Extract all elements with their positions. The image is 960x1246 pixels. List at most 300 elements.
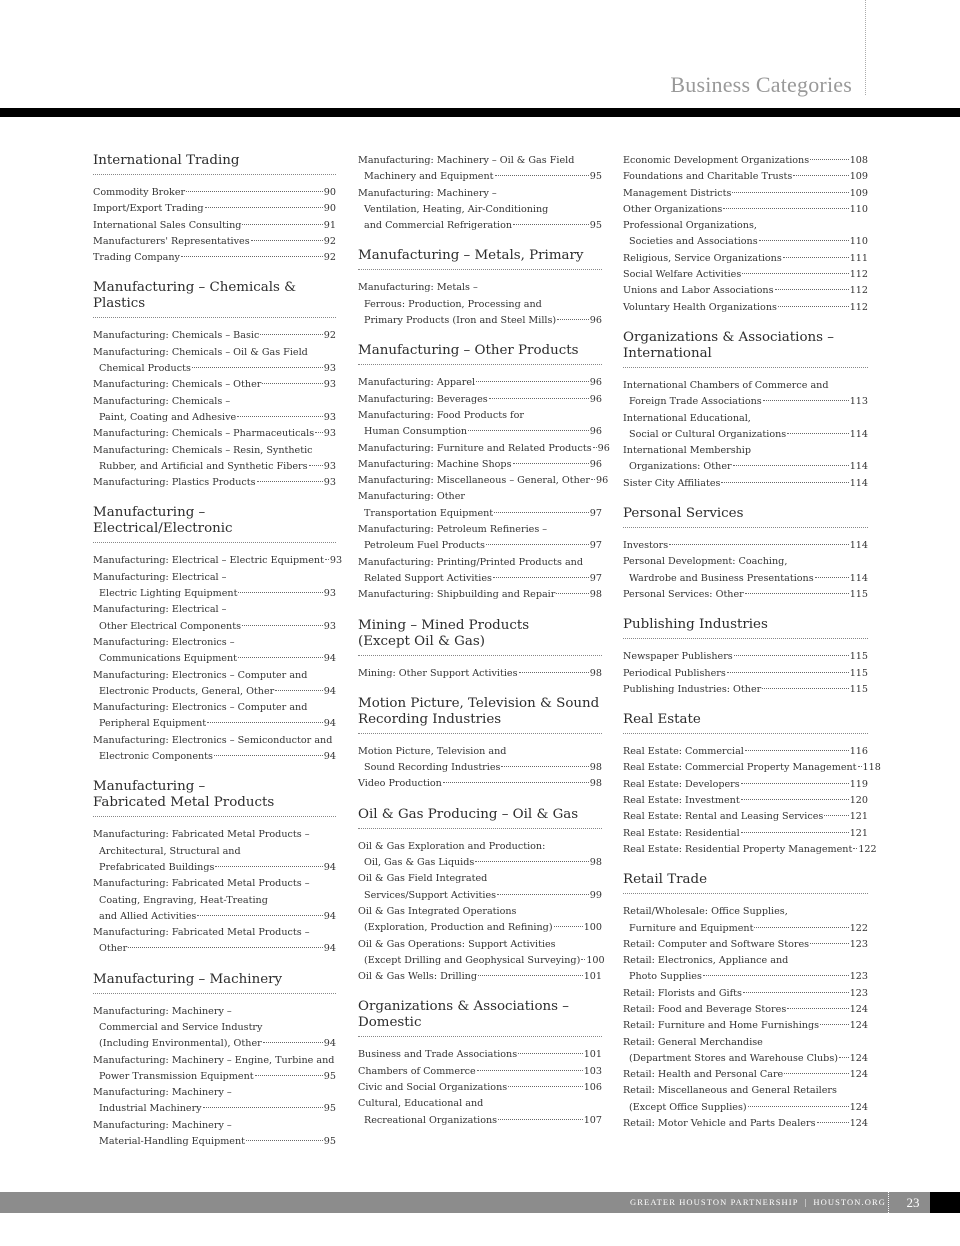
index-entry[interactable] [358, 1047, 602, 1063]
entry-text: Periodical Publishers [623, 667, 726, 679]
index-entry[interactable] [93, 602, 336, 635]
index-entry[interactable] [623, 649, 868, 665]
entry-text: Oil & Gas Wells: Drilling [358, 971, 477, 983]
index-entry[interactable] [93, 553, 343, 569]
section-heading: Publishing Industries [623, 617, 868, 639]
entry-text: Manufacturing: Machine Shops [358, 458, 512, 470]
entry-text: Manufacturing: Machinery – [358, 187, 497, 199]
index-entry[interactable] [93, 394, 336, 427]
entry-page-number: 112 [849, 301, 868, 313]
entry-text: Retail/Wholesale: Office Supplies, [623, 906, 788, 918]
entry-text: Retail: Health and Personal Care [623, 1069, 784, 1081]
entry-text: International Educational, [623, 412, 751, 424]
entry-line [93, 394, 336, 410]
entry-line [358, 202, 602, 218]
entry-line [358, 776, 602, 792]
index-entry[interactable] [358, 441, 610, 457]
entry-text: Personal Services: Other [623, 588, 744, 600]
entry-text: Manufacturing: Fabricated Metal Products – [93, 829, 310, 841]
entry-text: Material-Handling Equipment [99, 1136, 246, 1148]
entry-line [623, 937, 868, 953]
dot-leader [214, 755, 323, 756]
entry-line [93, 684, 336, 700]
index-entry[interactable] [623, 202, 868, 218]
entry-page-number: 96 [597, 442, 610, 454]
dot-leader [493, 577, 589, 578]
entry-text: Related Support Activities [364, 572, 492, 584]
entry-text: Photo Supplies [629, 971, 702, 983]
entry-text: Management Districts [623, 187, 732, 199]
index-entry[interactable] [623, 744, 868, 760]
entry-page-number: 100 [586, 954, 605, 966]
entry-text: (Except Office Supplies) [629, 1101, 747, 1113]
entry-text: Machinery and Equipment [364, 171, 494, 183]
dot-leader [476, 381, 589, 382]
index-entry[interactable] [358, 1080, 602, 1096]
index-entry[interactable] [93, 250, 336, 266]
section-heading: Oil & Gas Producing – Oil & Gas [358, 807, 602, 829]
entry-text: Peripheral Equipment [99, 718, 207, 730]
entry-text: Manufacturing: Furniture and Related Products [358, 442, 592, 454]
index-entry[interactable] [623, 666, 868, 682]
index-entry[interactable] [93, 475, 336, 491]
entry-page-number: 114 [849, 428, 868, 440]
index-entry[interactable] [93, 1004, 336, 1053]
entry-line [623, 186, 868, 202]
dot-leader [197, 915, 322, 916]
entry-page-number: 94 [323, 685, 336, 697]
entry-line [358, 297, 602, 313]
entry-line [93, 459, 336, 475]
entry-line [623, 411, 868, 427]
entry-text: (Including Environmental), Other [99, 1038, 262, 1050]
index-section [93, 153, 336, 266]
entry-text: International Sales Consulting [93, 219, 242, 231]
entry-line [93, 185, 336, 201]
entry-line [358, 904, 602, 920]
index-entry[interactable] [358, 839, 602, 872]
entry-line [623, 394, 868, 410]
entry-page-number: 92 [323, 252, 336, 264]
entry-line [623, 793, 868, 809]
entry-page-number: 93 [323, 411, 336, 423]
entry-line [623, 842, 877, 858]
entry-page-number: 94 [323, 1038, 336, 1050]
entry-page-number: 93 [323, 460, 336, 472]
index-entry[interactable] [623, 554, 868, 587]
entry-page-number: 101 [583, 1049, 602, 1061]
entry-line [358, 1047, 602, 1063]
index-entry[interactable] [93, 234, 336, 250]
entry-page-number: 96 [596, 475, 609, 487]
index-entry[interactable] [358, 457, 602, 473]
entry-page-number: 124 [849, 1020, 868, 1032]
entry-page-number: 114 [849, 540, 868, 552]
entry-page-number: 97 [589, 507, 602, 519]
entry-text: Manufacturing: Machinery – [93, 1005, 232, 1017]
entry-line [93, 570, 336, 586]
entry-line [358, 839, 602, 855]
entry-line [623, 986, 868, 1002]
entry-page-number: 109 [849, 171, 868, 183]
entry-line [93, 1069, 336, 1085]
index-entry[interactable] [623, 777, 868, 793]
entry-page-number: 119 [849, 778, 868, 790]
entry-line [358, 169, 602, 185]
index-entry[interactable] [623, 153, 868, 169]
entry-text: Communications Equipment [99, 653, 238, 665]
entry-line [93, 218, 336, 234]
index-entry[interactable] [358, 666, 602, 682]
entry-line [93, 475, 336, 491]
entry-page-number: 110 [849, 236, 868, 248]
entry-line [93, 619, 336, 635]
entry-page-number: 112 [849, 269, 868, 281]
dot-leader [478, 975, 583, 976]
section-heading: Manufacturing – Chemicals & Plastics [93, 280, 336, 318]
index-entry[interactable] [93, 185, 336, 201]
entry-page-number: 94 [323, 653, 336, 665]
entry-page-number: 90 [323, 203, 336, 215]
index-entry[interactable] [358, 1064, 602, 1080]
index-section [358, 618, 602, 682]
entry-page-number: 93 [323, 588, 336, 600]
index-entry[interactable] [358, 153, 602, 186]
index-entry[interactable] [358, 587, 602, 603]
index-entry[interactable] [93, 668, 336, 701]
index-entry[interactable] [623, 1116, 868, 1132]
entry-text: Cultural, Educational and [358, 1098, 484, 1110]
entry-text: Manufacturing: Electronics – Semiconductor and [93, 734, 333, 746]
entry-line [358, 441, 610, 457]
index-entry[interactable] [623, 283, 868, 299]
index-entry[interactable] [623, 169, 868, 185]
dot-leader [475, 861, 588, 862]
entry-text: Coating, Engraving, Heat-Treating [99, 894, 268, 906]
index-entry[interactable] [93, 443, 336, 476]
index-entry[interactable] [623, 378, 868, 411]
dot-leader [741, 832, 849, 833]
entry-line [358, 538, 602, 554]
entry-page-number: 96 [589, 393, 602, 405]
entry-text: Industrial Machinery [99, 1103, 202, 1115]
entry-text: Motion Picture, Television and [358, 745, 507, 757]
index-entry[interactable] [623, 937, 868, 953]
index-entry[interactable] [623, 842, 877, 858]
entry-text: Manufacturing: Electrical – Electric Equipment [93, 555, 324, 567]
entry-text: Sound Recording Industries [364, 762, 501, 774]
entry-text: Religious, Service Organizations [623, 252, 782, 264]
index-entry[interactable] [93, 218, 336, 234]
entry-text: Recreational Organizations [364, 1114, 498, 1126]
index-entry[interactable] [623, 826, 868, 842]
entry-text: Electronic Components [99, 751, 213, 763]
entry-page-number: 93 [329, 555, 343, 567]
entry-text: Other Organizations [623, 203, 723, 215]
dot-leader [557, 319, 589, 320]
entry-text: Societies and Associations [629, 236, 758, 248]
entry-line [623, 300, 868, 316]
index-entry[interactable] [93, 328, 336, 344]
index-entry[interactable] [93, 345, 336, 378]
index-entry[interactable] [358, 489, 602, 522]
entry-page-number: 94 [323, 943, 336, 955]
entry-line [358, 571, 602, 587]
index-entry[interactable] [93, 1085, 336, 1118]
entry-page-number: 123 [849, 971, 868, 983]
entry-line [93, 234, 336, 250]
entry-text: Unions and Labor Associations [623, 285, 774, 297]
index-entry[interactable] [358, 186, 602, 235]
entry-line [358, 937, 602, 953]
index-entry[interactable] [93, 201, 336, 217]
entry-page-number: 121 [849, 827, 868, 839]
dot-leader [186, 191, 323, 192]
index-entry[interactable] [93, 426, 336, 442]
dot-leader [207, 722, 323, 723]
entry-page-number: 124 [849, 1118, 868, 1130]
entry-page-number: 98 [589, 857, 602, 869]
dot-leader [237, 416, 323, 417]
index-entry[interactable] [93, 700, 336, 733]
section-heading: Manufacturing – Machinery [93, 972, 336, 994]
entry-text: Retail: Motor Vehicle and Parts Dealers [623, 1118, 816, 1130]
index-section [93, 972, 336, 1151]
entry-line [358, 313, 602, 329]
entry-line [93, 426, 336, 442]
dot-leader [556, 593, 588, 594]
index-entry[interactable] [358, 392, 602, 408]
dot-leader [733, 465, 849, 466]
dot-leader [255, 1075, 323, 1076]
entry-line [623, 1035, 868, 1051]
entry-text: Human Consumption [364, 426, 468, 438]
index-entry[interactable] [358, 904, 602, 937]
entry-line [358, 871, 602, 887]
entry-text: Manufacturing: Food Products for [358, 409, 524, 421]
entry-text: Retail: General Merchandise [623, 1036, 763, 1048]
entry-text: Manufacturing: Beverages [358, 393, 488, 405]
entry-text: (Department Stores and Warehouse Clubs) [629, 1052, 838, 1064]
index-entry[interactable] [623, 986, 868, 1002]
entry-text: Wardrobe and Business Presentations [629, 572, 814, 584]
index-entry[interactable] [358, 1096, 602, 1129]
index-entry[interactable] [358, 871, 602, 904]
entry-page-number: 115 [849, 683, 868, 695]
dot-leader [759, 240, 849, 241]
index-entry[interactable] [93, 1118, 336, 1151]
entry-page-number: 114 [849, 477, 868, 489]
index-entry[interactable] [623, 760, 881, 776]
entry-page-number: 113 [849, 396, 868, 408]
index-entry[interactable] [93, 827, 336, 876]
entry-text: Investors [623, 540, 669, 552]
page-title: Business Categories [670, 72, 852, 97]
index-entry[interactable] [623, 300, 868, 316]
entry-text: Manufacturing: Machinery – [93, 1087, 232, 1099]
index-entry[interactable] [358, 375, 602, 391]
entry-text: Personal Development: Coaching, [623, 556, 788, 568]
entry-line [358, 888, 602, 904]
entry-page-number: 122 [858, 843, 877, 855]
entry-text: Manufacturing: Electronics – Computer and [93, 669, 308, 681]
index-entry[interactable] [623, 1002, 868, 1018]
index-entry[interactable] [623, 587, 868, 603]
entry-text: Social Welfare Activities [623, 269, 742, 281]
entry-line [623, 969, 868, 985]
dot-leader [787, 433, 848, 434]
dot-leader [181, 256, 323, 257]
dot-leader [593, 447, 597, 448]
entry-line [358, 855, 602, 871]
index-entry[interactable] [623, 1018, 868, 1034]
entry-page-number: 115 [849, 588, 868, 600]
index-section [93, 505, 343, 765]
entry-line [93, 749, 336, 765]
index-entry[interactable] [93, 876, 336, 925]
entry-text: Voluntary Health Organizations [623, 301, 777, 313]
index-section [623, 712, 881, 858]
entry-text: Real Estate: Commercial [623, 746, 744, 758]
entry-text: Manufacturing: Fabricated Metal Products – [93, 927, 310, 939]
index-entry[interactable] [358, 473, 609, 489]
entry-line [93, 1134, 336, 1150]
entry-text: Manufacturing: Chemicals – Resin, Synthetic [93, 444, 313, 456]
dot-leader [242, 224, 322, 225]
entry-line [623, 777, 868, 793]
entry-line [93, 1004, 336, 1020]
index-entry[interactable] [358, 776, 602, 792]
index-entry[interactable] [358, 937, 605, 970]
dot-leader [721, 482, 848, 483]
index-section [623, 506, 868, 603]
index-entry[interactable] [358, 408, 602, 441]
entry-line [623, 682, 868, 698]
index-entry[interactable] [623, 186, 868, 202]
index-entry[interactable] [623, 682, 868, 698]
footer-website[interactable]: HOUSTON.ORG [813, 1197, 886, 1207]
index-entry[interactable] [93, 635, 336, 668]
dot-leader [793, 175, 848, 176]
index-entry[interactable] [623, 267, 868, 283]
entry-line [623, 1083, 868, 1099]
entry-line [93, 1085, 336, 1101]
entry-text: Manufacturing: Electrical – [93, 571, 227, 583]
dot-leader [734, 655, 849, 656]
entry-line [623, 378, 868, 394]
index-entry[interactable] [93, 925, 336, 958]
index-entry[interactable] [93, 733, 336, 766]
dot-leader [246, 1140, 323, 1141]
section-heading: Manufacturing – Electrical/Electronic [93, 505, 336, 543]
entry-line [93, 925, 336, 941]
index-entry[interactable] [358, 555, 602, 588]
entry-line [93, 553, 343, 569]
index-entry[interactable] [623, 443, 868, 476]
index-entry[interactable] [623, 538, 868, 554]
entry-line [358, 744, 602, 760]
entry-line [93, 827, 336, 843]
entry-page-number: 112 [849, 285, 868, 297]
index-column-1 [93, 153, 343, 1164]
entry-line [93, 668, 336, 684]
index-entry[interactable] [358, 280, 602, 329]
index-section [93, 280, 336, 491]
section-heading: Organizations & Associations – Domestic [358, 999, 602, 1037]
index-entry[interactable] [623, 476, 868, 492]
index-entry[interactable] [623, 904, 868, 937]
entry-text: Retail: Miscellaneous and General Retailers [623, 1085, 837, 1097]
entry-line [623, 760, 881, 776]
dot-leader [591, 479, 595, 480]
dot-leader [443, 782, 589, 783]
footer-organization: GREATER HOUSTON PARTNERSHIP [630, 1197, 799, 1207]
entry-page-number: 98 [589, 762, 602, 774]
dot-leader [519, 672, 589, 673]
dot-leader [669, 544, 849, 545]
index-entry[interactable] [93, 377, 336, 393]
entry-line [358, 666, 602, 682]
index-entry[interactable] [623, 953, 868, 986]
entry-line [93, 635, 336, 651]
entry-line [358, 920, 602, 936]
entry-text: Oil & Gas Exploration and Production: [358, 840, 546, 852]
index-entry[interactable] [623, 793, 868, 809]
entry-text: Architectural, Structural and [99, 845, 241, 857]
entry-page-number: 120 [849, 795, 868, 807]
index-entry[interactable] [358, 744, 602, 777]
index-entry[interactable] [93, 570, 336, 603]
entry-line [93, 410, 336, 426]
index-entry[interactable] [623, 218, 868, 251]
entry-line [93, 586, 336, 602]
entry-page-number: 95 [323, 1103, 336, 1115]
index-entry[interactable] [623, 251, 868, 267]
entry-text: Sister City Affiliates [623, 477, 721, 489]
entry-page-number: 98 [589, 778, 602, 790]
entry-text: Commodity Broker [93, 187, 186, 198]
index-entry[interactable] [93, 1053, 336, 1086]
index-column-3 [623, 153, 881, 1146]
entry-line [623, 554, 868, 570]
entry-line [93, 700, 336, 716]
entry-text: Paint, Coating and Adhesive [99, 411, 237, 423]
entry-text: Manufacturing: Chemicals – [93, 395, 231, 407]
dot-leader [824, 815, 848, 816]
index-entry[interactable] [623, 1067, 868, 1083]
index-entry[interactable] [623, 809, 868, 825]
dot-leader [858, 766, 862, 767]
entry-page-number: 122 [849, 922, 868, 934]
index-entry[interactable] [358, 969, 602, 985]
entry-line [358, 506, 602, 522]
entry-line [358, 473, 609, 489]
entry-page-number: 111 [849, 252, 868, 264]
entry-line [93, 733, 336, 749]
entry-text: Real Estate: Residential Property Management [623, 843, 853, 855]
dot-leader [581, 959, 585, 960]
entry-text: Other Electrical Components [99, 620, 241, 632]
index-entry[interactable] [623, 411, 868, 444]
dot-leader [783, 257, 849, 258]
entry-line [358, 1113, 602, 1129]
index-entry[interactable] [623, 1035, 868, 1068]
entry-line [623, 443, 868, 459]
index-entry[interactable] [623, 1083, 868, 1116]
index-entry[interactable] [358, 522, 602, 555]
entry-line [623, 904, 868, 920]
footer-separator: | [804, 1197, 808, 1207]
